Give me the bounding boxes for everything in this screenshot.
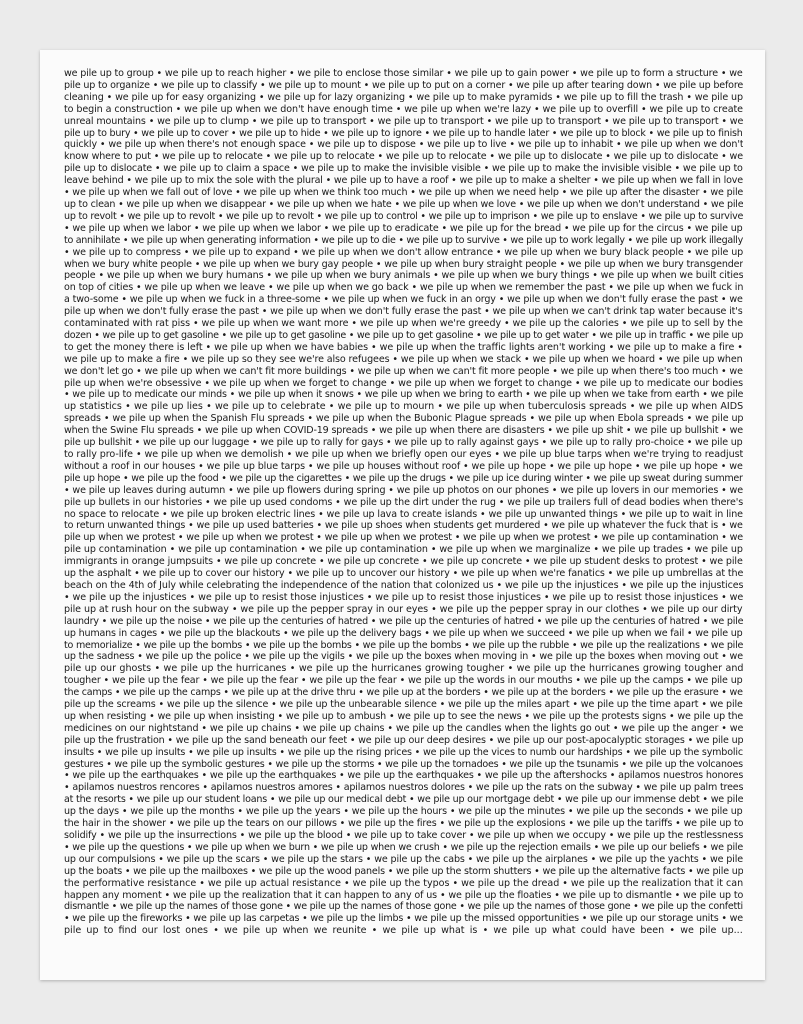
poem-line: we pile up to make a fire • we pile up so they see we're also refugees • we pile up when we stack • we pile up when we hoard • we pile up when [64,353,743,365]
poem-line: gestures • we pile up the symbolic gestures • we pile up the storms • we pile up the tornadoes • we pile up the tsunamis • we pile up the volcanoes [64,758,743,770]
poem-line: happen any moment • we pile up the realization that it can happen to any of us • we pile up the floaties • we pile up to dismantle • we pile up to [64,889,743,901]
poem-line: pile up bullshit • we pile up our luggage • we pile up to rally for gays • we pile up to rally against gays • we pile up to rally pro-choice • we pile up [64,437,743,449]
poem-line: up to revolt • we pile up to revolt • we pile up to revolt • we pile up to control • we pile up to imprison • we pile up to enslave • we pile up to survive [64,210,743,222]
poem-line: pile up when we're obsessive • we pile up when we forget to change • we pile up when we forget to change • we pile up to medicate our bodies [64,377,743,389]
poem-line: no space to relocate • we pile up broken electric lines • we pile up lava to create islands • we pile up unwanted things • we pile up to wait in line [64,508,743,520]
poem-line: • we pile up the earthquakes • we pile up the earthquakes • we pile up the earthquakes • we pile up the aftershocks • apilamos nuestros honores [64,770,743,782]
poem-line: people • we pile up when we bury humans • we pile up when we bury animals • we pile up when we bury things • we pile up when we built cities [64,270,743,282]
poem-line: pile up when we don't fully erase the past • we pile up when we don't fully erase the past • we pile up when we can't drink tap water because it's [64,306,743,318]
poem-line: • we pile up the fireworks • we pile up las carpetas • we pile up the limbs • we pile up the missed opportunities • we pile up our storage units • we [64,913,743,925]
poem-line: • we pile up to compress • we pile up to expand • we pile up when we don't allow entrance • we pile up when we bury black people • we pile up [64,246,743,258]
poem-line: to rally pro-life • we pile up when we demolish • we pile up when we briefly open our eyes • we pile up blue tarps when we're trying to readjust [64,449,743,460]
poem-line: quickly • we pile up when there's not enough space • we pile up to dispose • we pile up to live • we pile up to inhabit • we pile up when we don't [64,139,743,151]
poem-line: cleaning • we pile up for easy organizing • we pile up for lazy organizing • we pile up to make pyramids • we pile up to fill the trash • we pile up [64,91,743,103]
poem-line: up the boats • we pile up the mailboxes • we pile up the wood panels • we pile up the storm shutters • we pile up the alternative facts • we pile up [64,865,743,877]
poem-line: to get the money there is left • we pile up when we have babies • we pile up when the traffic lights aren't working • we pile up to make a fire • [64,341,743,353]
poem-line: the performative resistance • we pile up actual resistance • we pile up the typos • we pile up the dread • we pile up the realization that it can [64,877,743,889]
poem-line: laundry • we pile up the noise • we pile up the centuries of hatred • we pile up the centuries of hatred • we pile up the centuries of hatred • we pile [64,615,743,627]
poem-line: • we pile up the injustices • we pile up to resist those injustices • we pile up to resist those injustices • we pile up to resist those injustices • we [64,591,743,603]
poem-line: medicines on our nightstand • we pile up chains • we pile up chains • we pile up the candles when the lights go out • we pile up the anger • we [64,722,743,734]
poem-line: we pile up to group • we pile up to reach higher • we pile to enclose those similar • we pile up to gain power • we pile up to form a structure • we [64,68,743,79]
poem-text [64,68,743,937]
poem-line: to annihilate • we pile up when generating information • we pile up to die • we pile up to survive • we pile up to work legally • we pile up work illegally [64,234,743,246]
poem-line: pile up the frustration • we pile up the sand beneath our feet • we pile up our deep desires • we pile up our post-apocalyptic storages • we pile up [64,734,743,746]
poem-line: pile up to find our lost ones • we pile up when we reunite • we pile up what is • we pile up what could have been • we pile up... [64,925,743,937]
poem-line: up humans in cages • we pile up the blackouts • we pile up the delivery bags • we pile up when we succeed • we pile up when we fail • we pile up [64,627,743,639]
poem-line: spreads • we pile up when the Spanish Flu spreads • we pile up when the Bubonic Plague spreads • we pile up when Ebola spreads • we pile up [64,413,743,425]
poem-line: pile up our ghosts • we pile up the hurricanes • we pile up the hurricanes growing tougher • we pile up the hurricanes growing tougher and [64,663,743,675]
poem-line: tougher • we pile up the fear • we pile up the fear • we pile up the fear • we pile up the words in our mouths • we pile up the camps • we pile up [64,675,743,687]
poem-line: to return unwanted things • we pile up used batteries • we pile up shoes when students get murdered • we pile up whatever the fuck that is • we [64,520,743,532]
poem-line: when we bury white people • we pile up when we bury gay people • we pile up when bury straight people • we pile up when we bury transgender [64,258,743,270]
poem-line: up the sadness • we pile up the police • we pile up the vigils • we pile up the boxes when moving in • we pile up the boxes when moving out • we [64,651,743,663]
poem-line: up statistics • we pile up lies • we pile up to celebrate • we pile up to mourn • we pile up when tuberculosis spreads • we pile up when AIDS [64,401,743,413]
poem-line: pile up contamination • we pile up contamination • we pile up contamination • we pile up when we marginalize • we pile up trades • we pile up [64,544,743,556]
poem-line: dismantle • we pile up the names of those gone • we pile up the names of those gone • we pile up the names of those gone • we pile up the confetti [64,901,743,913]
poem-line: at the resorts • we pile up our student loans • we pile up our medical debt • we pile up our mortgage debt • we pile up our immense debt • we pile [64,794,743,806]
poem-line: know where to put • we pile up to relocate • we pile up to relocate • we pile up to relocate • we pile up to dislocate • we pile up to dislocate • we [64,151,743,163]
poem-line: • we pile up when we fall out of love • we pile up when we think too much • we pile up when we need help • we pile up after the disaster • we pile [64,187,743,199]
poem-line: without a roof in our houses • we pile up blue tarps • we pile up houses without roof • we pile up hope • we pile up hope • we pile up hope • we [64,460,743,472]
poem-line: up the days • we pile up the months • we pile up the years • we pile up the hours • we pile up the minutes • we pile up the seconds • we pile up [64,806,743,818]
poem-line: insults • we pile up insults • we pile up insults • we pile up the rising prices • we pile up the vices to numb our hardships • we pile up the symbolic [64,746,743,758]
poem-line: pile up to dislocate • we pile up to claim a space • we pile up to make the invisible visible • we pile up to make the invisible visible • we pile up to [64,163,743,175]
poem-line: beach on the 4th of July while celebrating the independence of the nation that colonized us • we pile up the injustices • we pile up the injustices [64,579,743,591]
poem-line: pile up hope • we pile up the food • we pile up the cigarettes • we pile up the drugs • we pile up ice during winter • we pile up sweat during summer [64,472,743,484]
poem-line: to begin a construction • we pile up when we don't have enough time • we pile up when we're lazy • we pile up to overfill • we pile up to create [64,103,743,115]
poem-line: the hair in the shower • we pile up the tears on our pillows • we pile up the fires • we pile up the explosions • we pile up the tariffs • we pile up to [64,818,743,830]
poem-line: up when resisting • we pile up when insisting • we pile up to ambush • we pile up to see the news • we pile up the protests signs • we pile up the [64,710,743,722]
poem-line: • we pile up when we labor • we pile up when we labor • we pile up to eradicate • we pile up for the bread • we pile up for the circus • we pile up [64,222,743,234]
poem-line: • we pile up leaves during autumn • we pile up flowers during spring • we pile up photos on our phones • we pile up lovers in our memories • we [64,484,743,496]
poem-line: up to clean • we pile up when we disappear • we pile up when we hate • we pile up when we love • we pile up when we don't understand • we pile [64,198,743,210]
poem-line: a two-some • we pile up when we fuck in a three-some • we pile up when we fuck in an orgy • we pile up when we don't fully erase the past • we [64,294,743,306]
poem-line: immigrants in orange jumpsuits • we pile up concrete • we pile up concrete • we pile up concrete • we pile up student desks to protest • we pile [64,556,743,568]
poem-line: • we pile up the questions • we pile up when we burn • we pile up when we crush • we pile up the rejection emails • we pile up our beliefs • we pile [64,841,743,853]
poem-line: the camps • we pile up the camps • we pile up at the drive thru • we pile up at the borders • we pile up at the borders • we pile up the erasure • we [64,687,743,699]
poem-line: contaminated with rat piss • we pile up when we want more • we pile up when we're greedy • we pile up the calories • we pile up to sell by the [64,318,743,330]
poem-line: dozen • we pile up to get gasoline • we pile up to get gasoline • we pile up to get gasoline • we pile up to get water • we pile up in traffic • we pile up [64,329,743,341]
poem-line: pile up the screams • we pile up the silence • we pile up the unbearable silence • we pile up the miles apart • we pile up the time apart • we pile [64,699,743,711]
poem-line: • apilamos nuestros rencores • apilamos nuestros amores • apilamos nuestros dolores • we pile up the rats on the subway • we pile up palm trees [64,782,743,794]
poem-line: leave behind • we pile up to mix the sole with the plural • we pile up to have a roof • we pile up to make a shelter • we pile up when we fall in love [64,175,743,187]
poem-line: pile up to organize • we pile up to classify • we pile up to mount • we pile up to put on a corner • we pile up after tearing down • we pile up before [64,79,743,91]
poem-line: to memorialize • we pile up the bombs • we pile up the bombs • we pile up the bombs • we pile up the rubble • we pile up the realizations • we pile [64,639,743,651]
poem-line: pile up bullets in our histories • we pile up used condoms • we pile up the dirt under the rug • we pile up trailers full of dead bodies when there's [64,496,743,508]
poem-line: solidify • we pile up the insurrections • we pile up the blood • we pile up to take cover • we pile up when we occupy • we pile up the restlessness [64,830,743,841]
poem-line: on top of cities • we pile up when we leave • we pile up when we go back • we pile up when we remember the past • we pile up when we fuck in [64,282,743,294]
poem-line: • we pile up to medicate our minds • we pile up when it snows • we pile up when we bring to earth • we pile up when we take from earth • we pile [64,389,743,401]
poem-line: when the Swine Flu spreads • we pile up when COVID-19 spreads • we pile up when there are disasters • we pile up shit • we pile up bullshit • we [64,425,743,437]
poem-line: up our compulsions • we pile up the scars • we pile up the stars • we pile up the cabs • we pile up the airplanes • we pile up the yachts • we pile [64,853,743,865]
poem-line: pile up to bury • we pile up to cover • we pile up to hide • we pile up to ignore • we pile up to handle later • we pile up to block • we pile up to finish [64,127,743,139]
poem-line: pile up when we protest • we pile up when we protest • we pile up when we protest • we pile up when we protest • we pile up contamination • we [64,532,743,544]
poem-line: up the asphalt • we pile up to cover our history • we pile up to uncover our history • we pile up when we're fanatics • we pile up umbrellas at the [64,568,743,580]
poem-line: we don't let go • we pile up when we can't fit more buildings • we pile up when we can't fit more people • we pile up when there's too much • we [64,365,743,377]
poem-line: unreal mountains • we pile up to clump • we pile up to transport • we pile up to transport • we pile up to transport • we pile up to transport • we [64,115,743,127]
poem-line: pile up at rush hour on the subway • we pile up the pepper spray in our eyes • we pile up the pepper spray in our clothes • we pile up our dirty [64,603,743,615]
